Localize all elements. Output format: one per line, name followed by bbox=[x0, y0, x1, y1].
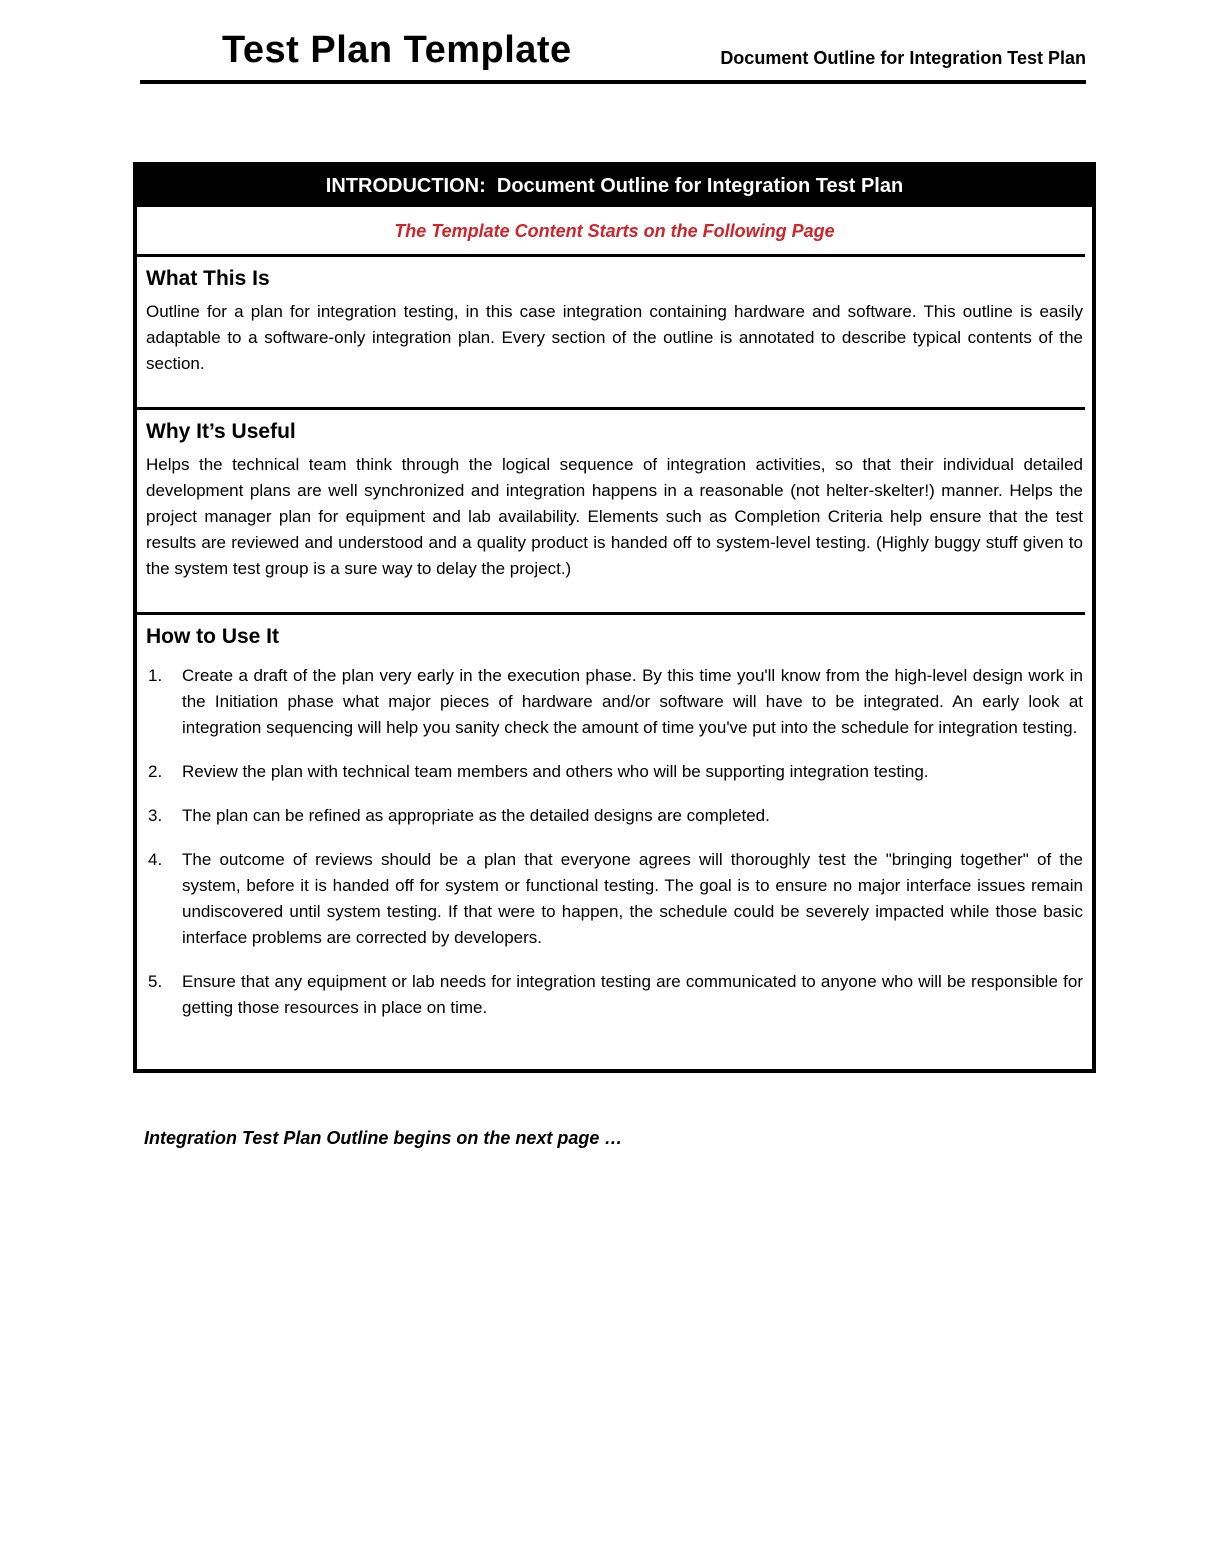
section-what-this-is bbox=[137, 266, 1092, 377]
section-how-to-use-it bbox=[137, 624, 1092, 1069]
section-divider bbox=[137, 407, 1085, 410]
section-body: Helps the technical team think through the logical sequence of integration activities, so that their individual detailed development plans are well synchronized and integration happens in a reasonable (not helter-skelter!) manner. Helps the project manager plan for equipment and lab availability. Elements such as Completion Criteria help ensure that the test results are reviewed and understood and a quality product is handed off to system-level testing. (Highly buggy stuff given to the system test group is a sure way to delay the project.) bbox=[146, 454, 1083, 578]
header-row bbox=[140, 30, 1086, 72]
section-heading: How to Use It bbox=[146, 624, 280, 648]
footer-note: Integration Test Plan Outline begins on the next page … bbox=[144, 1127, 623, 1148]
header-rule bbox=[140, 80, 1086, 84]
list-item: Review the plan with technical team members and others who will be supporting integration testing. bbox=[182, 761, 929, 781]
list-item: Ensure that any equipment or lab needs for integration testing are communicated to anyone who will be responsible for getting those resources in place on time. bbox=[182, 971, 1083, 1017]
template-start-notice: The Template Content Starts on the Following Page bbox=[394, 220, 835, 241]
introduction-header-bar: INTRODUCTION: Document Outline for Integration Test Plan bbox=[137, 166, 1092, 207]
section-why-its-useful bbox=[137, 419, 1092, 582]
how-to-use-list bbox=[146, 663, 1083, 1069]
section-divider bbox=[137, 254, 1085, 257]
section-body: Outline for a plan for integration testing, in this case integration containing hardware and software. This outline is easily adaptable to a software-only integration plan. Every section of the outline is annotated to describe typical contents of the section. bbox=[146, 301, 1083, 373]
section-heading: What This Is bbox=[146, 266, 270, 290]
list-item: The plan can be refined as appropriate as the detailed designs are completed. bbox=[182, 805, 770, 825]
section-heading: Why It’s Useful bbox=[146, 419, 296, 443]
list-item: Create a draft of the plan very early in the execution phase. By this time you'll know from the high-level design work in the Initiation phase what major pieces of hardware and/or software will have to be integrated. An early look at integration sequencing will help you sanity check the amount of time you've put into the schedule for integration testing. bbox=[182, 665, 1083, 737]
document-subtitle: Document Outline for Integration Test Plan bbox=[720, 47, 1086, 68]
introduction-box bbox=[133, 162, 1096, 1073]
list-item: The outcome of reviews should be a plan that everyone agrees will thoroughly test the "bringing together" of the system, before it is handed off for system or functional testing. The goal is to ensure no major interface issues remain undiscovered until system testing. If that were to happen, the schedule could be severely impacted while those basic interface problems are corrected by developers. bbox=[182, 849, 1083, 947]
document-title: Test Plan Template bbox=[222, 29, 572, 71]
page-header bbox=[140, 30, 1086, 84]
section-divider bbox=[137, 612, 1085, 615]
